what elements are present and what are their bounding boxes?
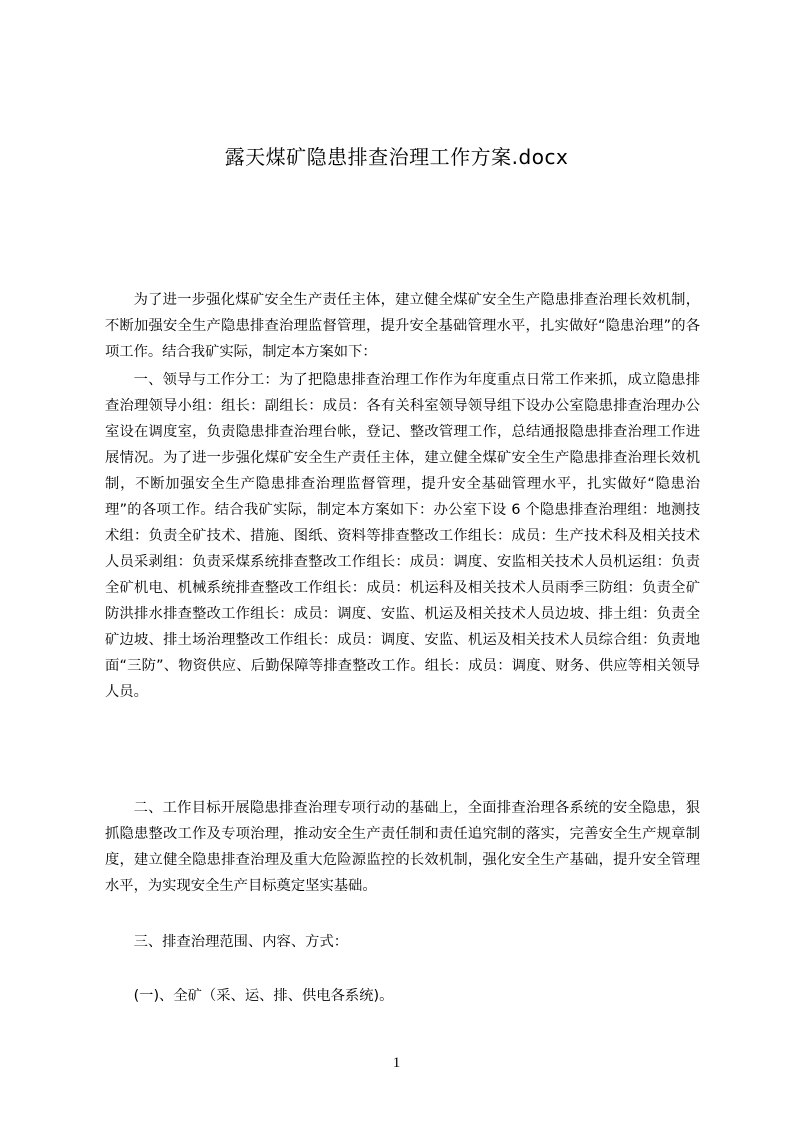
paragraph-leadership-division: 一、领导与工作分工：为了把隐患排查治理工作作为年度重点日常工作来抓，成立隐患排查治理领导小组：组长：副组长：成员：各有关科室领导领导组下设办公室隐患排查治理办公室设在调度室，负责隐患排查治理台帐，登记、整改管理工作，总结通报隐患排查治理工作进展情况。为了进一步强化煤矿安全生产责任主体，建立健全煤矿安全生产隐患排查治理长效机制，不断加强安全生产隐患排查治理监督管理，提升安全基础管理水平，扎实做好“隐患治理”的各项工作。结合我矿实际，制定本方案如下：办公室下设 6 个隐患排查治理组：地测技术组：负责全矿技术、措施、图纸、资料等排查整改工作组长：成员：生产技术科及相关技术人员采剥组：负责采煤系统排查整改工作组长：成员：调度、安监相关技术人员机运组：负责全矿机电、机械系统排查整改工作组长：成员：机运科及相关技术人员雨季三防组：负责全矿防洪排水排查整改工作组长：成员：调度、安监、机运及相关技术人员边坡、排土组：负责全矿边坡、排土场治理整改工作组长：成员：调度、安监、机运及相关技术人员综合组：负责地面“三防”、物资供应、后勤保障等排查整改工作。组长：成员：调度、财务、供应等相关领导人员。 xyxy=(105,372,700,700)
paragraph-work-goals: 二、工作目标开展隐患排查治理专项行动的基础上，全面排查治理各系统的安全隐患，狠抓隐患整改工作及专项治理，推动安全生产责任制和责任追究制的落实，完善安全生产规章制度，建立健全隐患排查治理及重大危险源监控的长效机制，强化安全生产基础，提升安全管理水平，为实现安全生产目标奠定坚实基础。 xyxy=(105,800,700,894)
document-title: 露天煤矿隐患排查治理工作方案.docx xyxy=(224,145,569,169)
page-number: 1 xyxy=(392,1055,401,1071)
paragraph-scope-heading: 三、排查治理范围、内容、方式： xyxy=(133,934,349,950)
paragraph-subsection-1: (一)、全矿（采、运、排、供电各系统)。 xyxy=(133,988,394,1004)
paragraph-intro: 为了进一步强化煤矿安全生产责任主体，建立健全煤矿安全生产隐患排查治理长效机制，不断加强安全生产隐患排查治理监督管理，提升安全基础管理水平，扎实做好“隐患治理”的各项工作。结合我矿实际，制定本方案如下： xyxy=(105,292,700,360)
